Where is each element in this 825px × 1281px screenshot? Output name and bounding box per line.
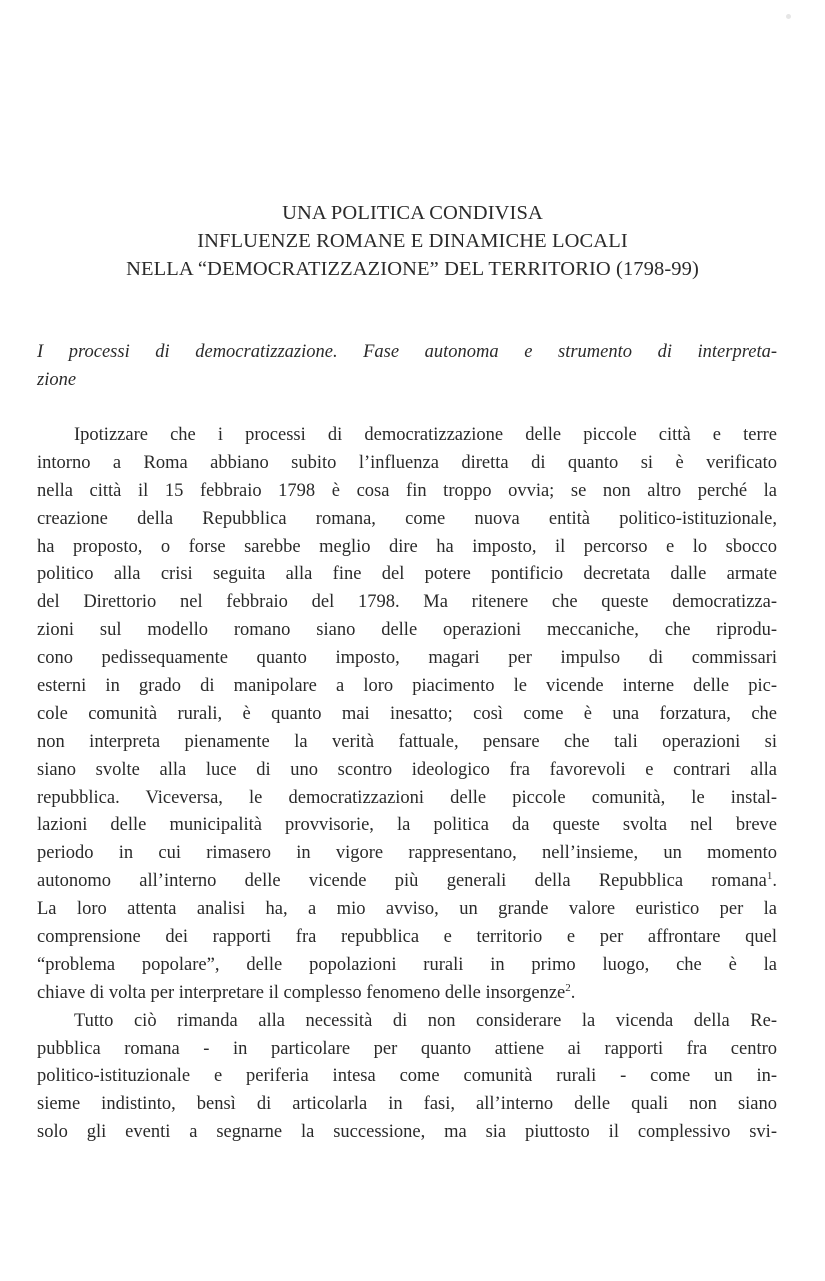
title-line-3: NELLA “DEMOCRATIZZAZIONE” DEL TERRITORIO (1798-99) — [126, 258, 699, 280]
paragraph-1-line-13: siano svolte alla luce di uno scontro ideologico fra favorevoli e contrari alla — [37, 759, 777, 780]
paragraph-1-line-21 — [37, 980, 777, 1008]
paragraph-2-line-4: sieme indistinto, bensì di articolarla in fasi, all’interno delle quali non siano — [37, 1094, 777, 1115]
title-line-1: UNA POLITICA CONDIVISA — [282, 202, 543, 224]
scan-dot — [786, 14, 791, 19]
section-heading-line-1: I processi di democratizzazione. Fase autonoma e strumento di interpreta- — [37, 342, 777, 362]
section-heading-line-2: zione — [37, 369, 77, 390]
paragraph-1-line-17-end: . — [772, 871, 777, 892]
paragraph-1-line-5: ha proposto, o forse sarebbe meglio dire ha imposto, il percorso e lo sbocco — [37, 536, 777, 557]
paragraph-1-line-12: non interpreta pienamente la verità fattuale, pensare che tali operazioni si — [37, 731, 777, 752]
footnote-ref-2[interactable]: 2 — [565, 981, 571, 994]
paragraph-1-line-7: del Direttorio nel febbraio del 1798. Ma ritenere che queste democratizza- — [37, 592, 777, 613]
paragraph-1-line-16: periodo in cui rimasero in vigore rappresentano, nell’insieme, un momento — [37, 843, 777, 864]
paragraph-1-line-20: “problema popolare”, delle popolazioni rurali in primo luogo, che è la — [37, 954, 777, 975]
paragraph-1-line-3: nella città il 15 febbraio 1798 è cosa fin troppo ovvia; se non altro perché la — [37, 480, 777, 501]
body-text — [37, 422, 777, 1147]
paragraph-1-line-10: esterni in grado di manipolare a loro piacimento le vicende interne delle pic- — [37, 676, 777, 697]
chapter-title — [40, 199, 785, 283]
footnote-ref-1[interactable]: 1 — [766, 870, 773, 883]
paragraph-1-line-9: cono pedissequamente quanto imposto, magari per impulso di commissari — [37, 648, 777, 669]
paragraph-1-line-17-text: autonomo all’interno delle vicende più generali della Repubblica romana — [37, 871, 767, 892]
paragraph-1-line-18: La loro attenta analisi ha, a mio avviso, un grande valore euristico per la — [37, 899, 777, 920]
paragraph-1-last-line-text: chiave di volta per interpretare il complesso fenomeno delle insorgenze — [37, 982, 566, 1003]
paragraph-1-line-2: intorno a Roma abbiano subito l’influenza diretta di quanto si è verificato — [37, 452, 777, 473]
paragraph-1-line-11: cole comunità rurali, è quanto mai inesatto; così come è una forzatura, che — [37, 703, 777, 724]
paragraph-2-line-1: Tutto ciò rimanda alla necessità di non considerare la vicenda della Re- — [74, 1010, 777, 1031]
paragraph-1-line-14: repubblica. Viceversa, le democratizzazioni delle piccole comunità, le instal- — [37, 787, 777, 808]
paragraph-1-line-19: comprensione dei rapporti fra repubblica e territorio e per affrontare quel — [37, 927, 777, 948]
paragraph-1-last-line-end: . — [570, 982, 576, 1003]
paragraph-1-line-6: politico alla crisi seguita alla fine del potere pontificio decretata dalle armate — [37, 564, 777, 585]
section-heading — [37, 339, 777, 395]
paragraph-1-line-15: lazioni delle municipalità provvisorie, la politica da queste svolta nel breve — [37, 815, 777, 836]
paragraph-2-line-5: solo gli eventi a segnarne la successione, ma sia piuttosto il complessivo svi- — [37, 1122, 777, 1143]
paragraph-2-line-3: politico-istituzionale e periferia intesa come comunità rurali - come un in- — [37, 1066, 777, 1087]
paragraph-1-line-8: zioni sul modello romano siano delle operazioni meccaniche, che riprodu- — [37, 620, 777, 641]
paragraph-1-line-17 — [37, 868, 777, 896]
paragraph-1-line-4: creazione della Repubblica romana, come nuova entità politico-istituzionale, — [37, 508, 777, 529]
paragraph-1-line-1: Ipotizzare che i processi di democratizzazione delle piccole città e terre — [74, 425, 777, 445]
paragraph-2-line-2: pubblica romana - in particolare per quanto attiene ai rapporti fra centro — [37, 1038, 777, 1059]
title-line-2: INFLUENZE ROMANE E DINAMICHE LOCALI — [197, 230, 628, 252]
